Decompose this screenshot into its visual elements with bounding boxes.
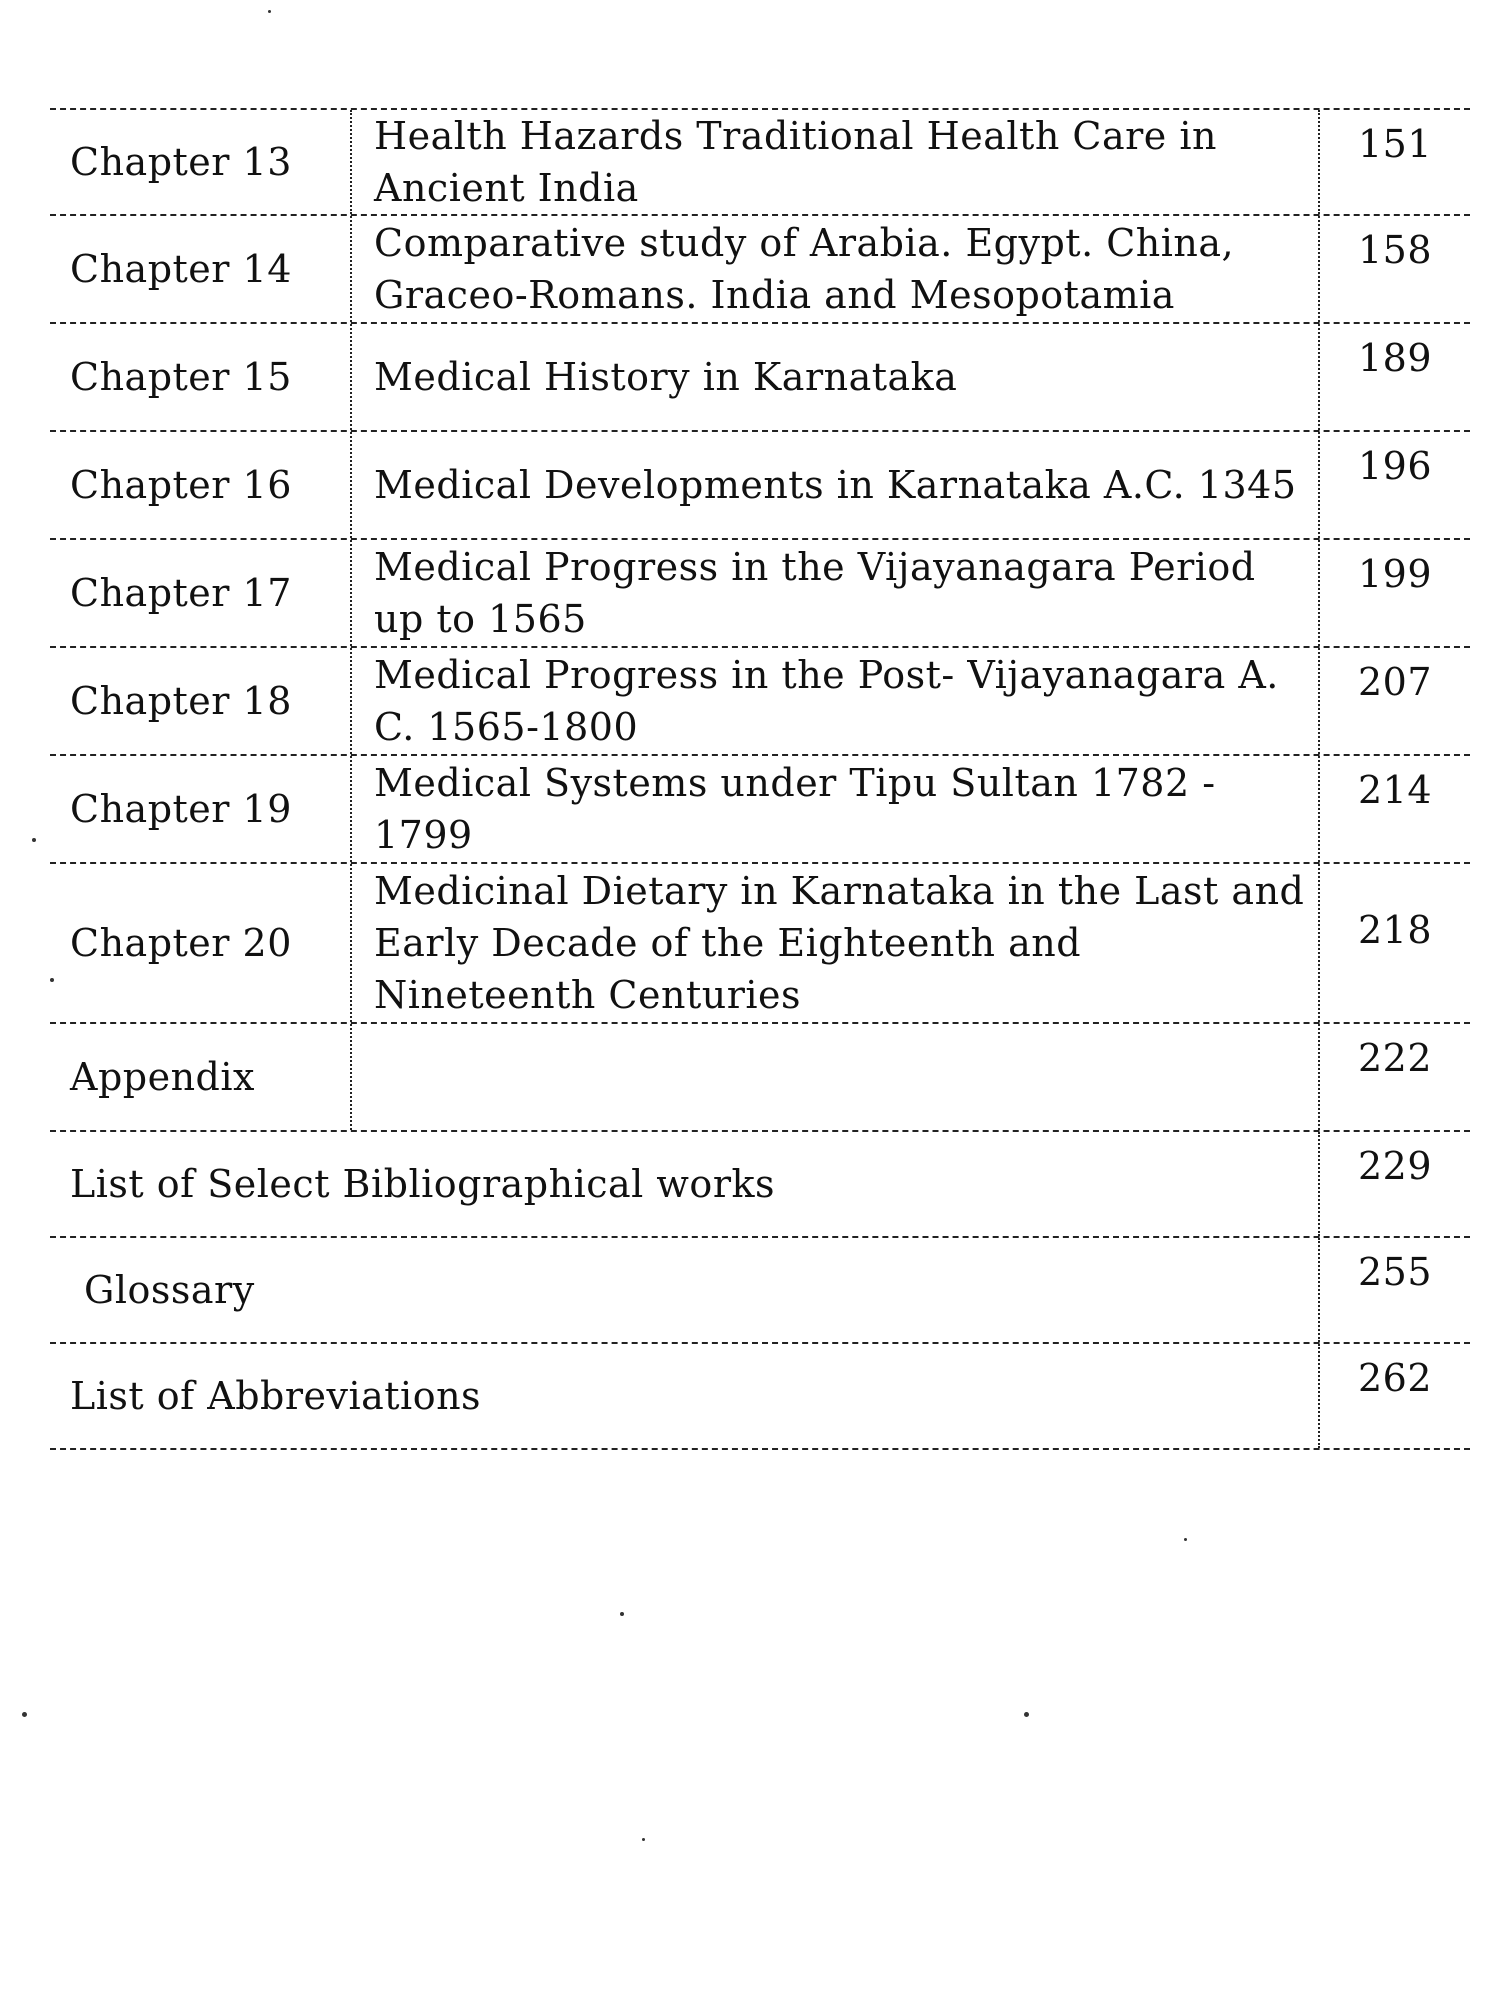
page-number: 214 [1357,768,1433,812]
scan-speck [32,838,36,842]
toc-row-chapter-14 [50,216,1470,324]
table-of-contents [50,108,1470,1450]
toc-row-chapter-18 [50,648,1470,756]
page-number: 207 [1357,660,1433,704]
toc-row-bibliography [50,1132,1470,1238]
chapter-title: Comparative study of Arabia. Egypt. China, Graceo-Romans. India and Mesopotamia [352,216,1320,322]
chapter-title: Medical Systems under Tipu Sultan 1782 - 1799 [352,756,1320,862]
chapter-title: Medical Developments in Karnataka A.C. 1345 [352,432,1320,538]
appendix-title [352,1024,1320,1130]
toc-row-chapter-13 [50,108,1470,216]
scan-speck [1024,1712,1029,1717]
toc-row-chapter-17 [50,540,1470,648]
chapter-title: Medicinal Dietary in Karnataka in the Last and Early Decade of the Eighteenth and Nineteenth Centuries [352,864,1320,1022]
scan-speck [620,1612,624,1616]
chapter-label: Chapter 14 [50,216,352,322]
scan-speck [22,1712,27,1717]
chapter-label: Chapter 16 [50,432,352,538]
page-number: 189 [1357,336,1433,380]
page-number: 262 [1357,1356,1433,1400]
toc-row-appendix [50,1024,1470,1132]
scan-speck [1184,1538,1187,1541]
page-number: 218 [1357,908,1433,952]
chapter-title: Medical Progress in the Vijayanagara Period up to 1565 [352,540,1320,646]
scan-speck [50,978,54,982]
toc-row-chapter-15 [50,324,1470,432]
page-number: 229 [1357,1144,1433,1188]
chapter-label: Chapter 19 [50,756,352,862]
chapter-label: Chapter 15 [50,324,352,430]
bibliography-label: List of Select Bibliographical works [50,1132,1320,1236]
toc-row-chapter-16 [50,432,1470,540]
chapter-label: Chapter 18 [50,648,352,754]
page-number: 199 [1357,552,1433,596]
toc-row-glossary [50,1238,1470,1344]
scan-speck [268,10,271,13]
page-number: 255 [1357,1250,1433,1294]
toc-row-chapter-20 [50,864,1470,1024]
page-number: 158 [1357,228,1433,272]
appendix-label: Appendix [50,1024,352,1130]
scan-speck [642,1838,645,1841]
page-number: 151 [1357,122,1433,166]
chapter-label: Chapter 20 [50,864,352,1022]
page-number: 222 [1357,1036,1433,1080]
toc-row-abbreviations [50,1344,1470,1450]
abbreviations-label: List of Abbreviations [50,1344,1320,1448]
page-number: 196 [1357,444,1433,488]
chapter-title: Medical History in Karnataka [352,324,1320,430]
chapter-title: Health Hazards Traditional Health Care in Ancient India [352,110,1320,214]
glossary-label: Glossary [50,1238,1320,1342]
toc-row-chapter-19 [50,756,1470,864]
chapter-label: Chapter 13 [50,110,352,214]
chapter-label: Chapter 17 [50,540,352,646]
chapter-title: Medical Progress in the Post- Vijayanagara A. C. 1565-1800 [352,648,1320,754]
